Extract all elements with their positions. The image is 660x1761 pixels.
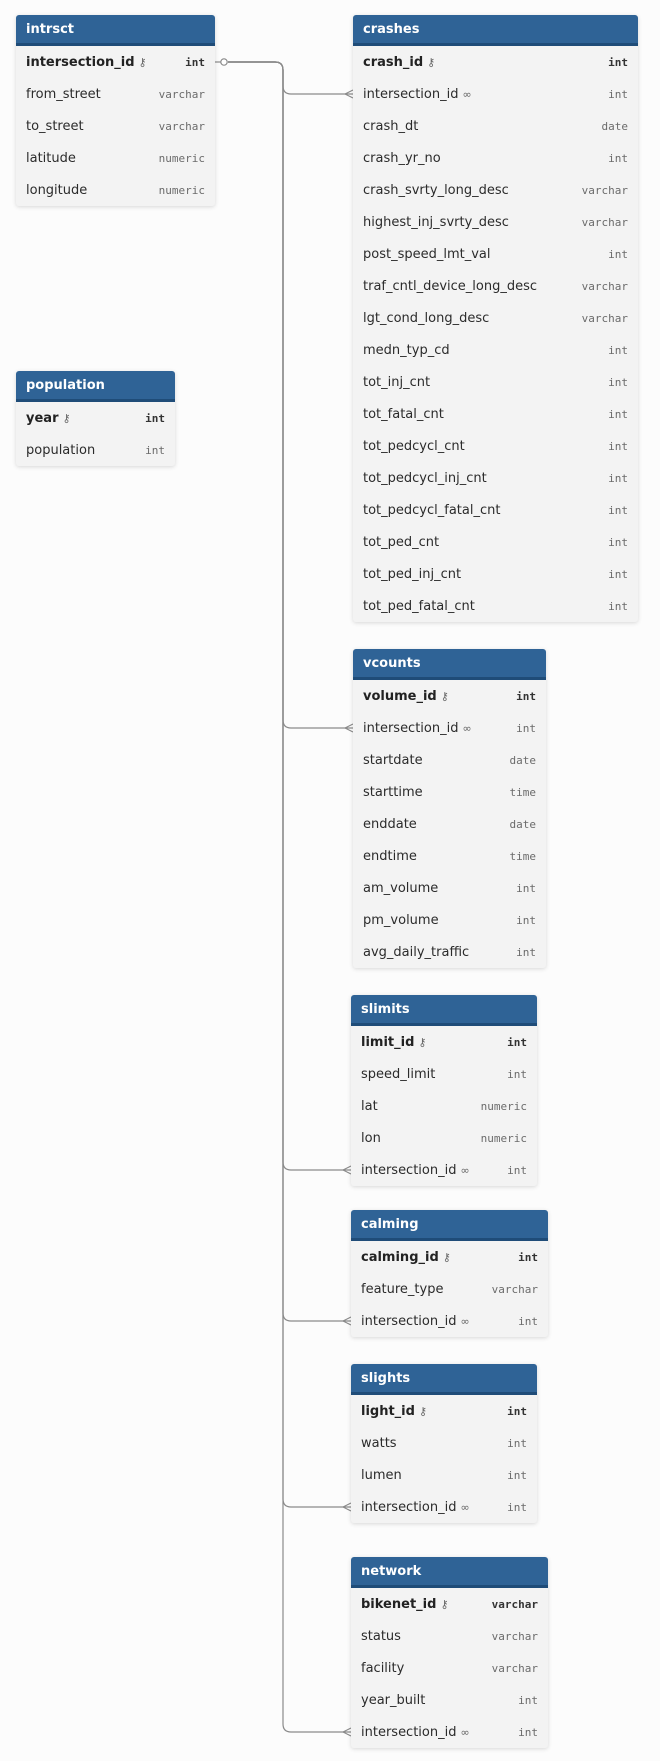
column-name-text: crash_dt [363,118,419,134]
column-name-text: enddate [363,816,417,832]
table-vcounts[interactable] [353,649,546,968]
column-name-text: from_street [26,86,101,102]
column-name [363,375,430,390]
column-row[interactable] [351,1427,537,1459]
column-type: int [608,535,628,549]
column-type: numeric [158,183,205,197]
column-row[interactable] [353,526,638,558]
column-name [26,183,87,198]
column-name [363,817,417,832]
column-name-text: tot_ped_inj_cnt [363,566,462,582]
column-name-text: intersection_id [361,1724,457,1740]
column-name [361,1067,435,1082]
column-row[interactable] [16,174,215,206]
column-row[interactable] [16,110,215,142]
column-row[interactable] [351,1058,537,1090]
table-header[interactable]: slights [351,1364,537,1395]
column-type: int [516,689,536,703]
relationship-line[interactable] [228,62,353,98]
column-row[interactable] [353,840,546,872]
column-row[interactable] [353,366,638,398]
column-name-text: limit_id [361,1034,415,1050]
column-row[interactable] [353,590,638,622]
key-icon: ⚷ [442,1250,451,1264]
column-name-text: tot_pedcycl_cnt [363,438,465,454]
column-row[interactable] [351,1620,548,1652]
column-name-text: post_speed_lmt_val [363,246,491,262]
column-row[interactable] [353,46,638,78]
column-type: int [608,55,628,69]
column-row[interactable] [353,904,546,936]
column-name [361,1131,381,1146]
column-row[interactable] [16,434,175,466]
column-name [363,215,509,230]
column-name [363,945,469,960]
column-name-text: medn_typ_cd [363,342,450,358]
column-row[interactable] [16,142,215,174]
column-name [361,1661,404,1676]
link-icon: ∞ [460,1314,470,1328]
column-name-text: status [361,1628,401,1644]
column-name [361,1468,402,1483]
column-name [363,567,461,582]
column-row[interactable] [351,1090,537,1122]
column-row[interactable] [353,302,638,334]
link-icon: ∞ [460,1163,470,1177]
column-name [363,343,450,358]
column-row[interactable] [351,1684,548,1716]
column-name-text: avg_daily_traffic [363,944,470,960]
link-icon: ∞ [460,1725,470,1739]
table-header[interactable]: crashes [353,15,638,46]
key-icon: ⚷ [62,411,71,425]
column-row[interactable] [353,110,638,142]
column-name [363,439,465,454]
column-type: date [509,753,536,767]
column-name [361,1404,427,1419]
column-name [26,87,101,102]
column-type: int [608,375,628,389]
column-name-text: crash_yr_no [363,150,441,166]
column-type: varchar [491,1629,538,1643]
column-name [363,689,449,704]
column-name [363,471,487,486]
column-type: varchar [581,279,628,293]
column-name-text: facility [361,1660,405,1676]
column-name [363,87,472,102]
column-name [363,913,439,928]
column-type: varchar [491,1661,538,1675]
column-name-text: tot_ped_fatal_cnt [363,598,475,614]
key-icon: ⚷ [440,689,449,703]
column-name-text: lon [361,1130,381,1146]
column-type: numeric [480,1131,527,1145]
column-row[interactable] [351,1716,548,1748]
table-slimits[interactable] [351,995,537,1186]
column-type: varchar [581,215,628,229]
column-type: int [516,945,536,959]
column-type: int [518,1725,538,1739]
column-name [363,753,423,768]
column-name [361,1597,449,1612]
column-name [361,1725,470,1740]
table-header[interactable]: intrsct [16,15,215,46]
relationship-line[interactable] [228,62,353,732]
column-name [363,151,441,166]
column-name-text: intersection_id [361,1313,457,1329]
column-row[interactable] [353,712,546,744]
column-name-text: speed_limit [361,1066,436,1082]
column-row[interactable] [353,776,546,808]
column-row[interactable] [353,270,638,302]
column-name [363,849,417,864]
column-type: int [507,1035,527,1049]
column-name-text: tot_pedcycl_inj_cnt [363,470,487,486]
column-name [361,1282,443,1297]
column-row[interactable] [351,1588,548,1620]
column-type: int [507,1067,527,1081]
column-name [361,1250,451,1265]
key-icon: ⚷ [427,55,436,69]
table-header[interactable]: vcounts [353,649,546,680]
column-name [26,119,84,134]
column-name [361,1163,470,1178]
column-name [361,1099,378,1114]
column-name [361,1629,401,1644]
column-name [363,535,439,550]
column-type: int [518,1250,538,1264]
column-name-text: tot_ped_cnt [363,534,440,550]
column-name [361,1693,425,1708]
column-type: int [608,343,628,357]
column-name [363,279,537,294]
column-row[interactable] [353,238,638,270]
column-name-text: lumen [361,1467,402,1483]
column-row[interactable] [351,1305,548,1337]
column-name-text: intersection_id [361,1162,457,1178]
column-name-text: intersection_id [363,720,459,736]
column-name [363,247,491,262]
column-name-text: lat [361,1098,378,1114]
column-row[interactable] [16,46,215,78]
column-name [361,1035,426,1050]
column-type: int [516,881,536,895]
one-cardinality-marker [221,59,227,65]
column-type: int [608,567,628,581]
column-type: int [516,721,536,735]
relationship-line[interactable] [228,62,351,1736]
column-row[interactable] [351,1652,548,1684]
column-row[interactable] [353,558,638,590]
column-type: varchar [581,183,628,197]
column-row[interactable] [16,78,215,110]
column-name [363,503,500,518]
column-type: varchar [491,1282,538,1296]
column-type: int [608,471,628,485]
column-name-text: tot_inj_cnt [363,374,431,390]
column-name-text: latitude [26,150,76,166]
column-type: int [608,503,628,517]
column-row[interactable] [351,1459,537,1491]
column-type: time [509,785,536,799]
column-row[interactable] [353,494,638,526]
column-name [26,443,95,458]
column-row[interactable] [351,1122,537,1154]
column-type: varchar [158,119,205,133]
column-name-text: year [26,410,59,426]
column-name-text: highest_inj_svrty_desc [363,214,509,230]
column-row[interactable] [353,744,546,776]
column-row[interactable] [16,402,175,434]
column-type: int [608,439,628,453]
column-type: int [516,913,536,927]
column-name-text: startdate [363,752,423,768]
column-row[interactable] [353,78,638,110]
table-intrsct[interactable] [16,15,215,206]
column-name-text: traf_cntl_device_long_desc [363,278,538,294]
link-icon: ∞ [460,1500,470,1514]
column-row[interactable] [351,1241,548,1273]
column-type: int [507,1500,527,1514]
column-type: int [145,411,165,425]
table-slights[interactable] [351,1364,537,1523]
relationship-line[interactable] [228,62,351,1511]
column-name-text: endtime [363,848,417,864]
column-name-text: lgt_cond_long_desc [363,310,490,326]
column-name [361,1314,470,1329]
column-type: int [507,1436,527,1450]
column-row[interactable] [351,1026,537,1058]
column-name [26,411,71,426]
column-name [26,55,147,70]
column-name [361,1500,470,1515]
column-name [363,407,444,422]
column-type: date [509,817,536,831]
column-type: date [601,119,628,133]
column-type: int [518,1693,538,1707]
column-type: int [518,1314,538,1328]
column-row[interactable] [351,1395,537,1427]
column-type: int [507,1468,527,1482]
column-name [363,119,418,134]
key-icon: ⚷ [138,55,147,69]
key-icon: ⚷ [418,1404,428,1418]
column-row[interactable] [353,142,638,174]
link-icon: ∞ [462,87,472,101]
column-row[interactable] [353,334,638,366]
column-name-text: volume_id [363,688,437,704]
table-header[interactable]: network [351,1557,548,1588]
column-name-text: watts [361,1435,397,1451]
column-row[interactable] [353,462,638,494]
column-name-text: intersection_id [363,86,459,102]
column-type: int [608,247,628,261]
column-row[interactable] [351,1154,537,1186]
column-type: int [507,1163,527,1177]
column-name-text: bikenet_id [361,1596,437,1612]
column-row[interactable] [353,936,546,968]
column-name-text: pm_volume [363,912,439,928]
column-name [363,785,423,800]
relationship-line[interactable] [228,62,351,1174]
column-name [363,55,435,70]
column-row[interactable] [351,1491,537,1523]
column-row[interactable] [353,430,638,462]
column-type: int [608,87,628,101]
column-type: int [608,599,628,613]
column-name [26,151,76,166]
column-name-text: intersection_id [361,1499,457,1515]
table-calming[interactable] [351,1210,548,1337]
column-name-text: light_id [361,1403,415,1419]
column-row[interactable] [353,872,546,904]
column-name [363,721,472,736]
column-row[interactable] [353,206,638,238]
table-header[interactable]: slimits [351,995,537,1026]
column-name-text: to_street [26,118,84,134]
column-type: varchar [158,87,205,101]
key-icon: ⚷ [418,1035,427,1049]
table-header[interactable]: calming [351,1210,548,1241]
column-name-text: am_volume [363,880,439,896]
relationship-line[interactable] [228,62,351,1325]
column-type: int [507,1404,527,1418]
table-population[interactable] [16,371,175,466]
column-type: int [608,407,628,421]
column-name [363,311,489,326]
column-name-text: tot_pedcycl_fatal_cnt [363,502,501,518]
table-crashes[interactable] [353,15,638,622]
column-row[interactable] [353,680,546,712]
column-type: numeric [480,1099,527,1113]
column-row[interactable] [351,1273,548,1305]
column-name [363,599,475,614]
key-icon: ⚷ [440,1597,449,1611]
column-name-text: feature_type [361,1281,444,1297]
column-row[interactable] [353,398,638,430]
column-name-text: population [26,442,96,458]
column-row[interactable] [353,808,546,840]
column-name [361,1436,397,1451]
table-header[interactable]: population [16,371,175,402]
column-name-text: starttime [363,784,423,800]
column-name-text: intersection_id [26,54,135,70]
column-type: int [185,55,205,69]
column-name-text: longitude [26,182,88,198]
column-name-text: tot_fatal_cnt [363,406,444,422]
column-type: int [608,151,628,165]
column-name-text: crash_id [363,54,424,70]
column-type: int [145,443,165,457]
link-icon: ∞ [462,721,472,735]
column-type: time [509,849,536,863]
table-network[interactable] [351,1557,548,1748]
column-type: varchar [491,1597,538,1611]
column-name-text: calming_id [361,1249,439,1265]
column-name-text: crash_svrty_long_desc [363,182,509,198]
column-type: varchar [581,311,628,325]
column-name [363,183,509,198]
column-type: numeric [158,151,205,165]
column-name [363,881,438,896]
column-name-text: year_built [361,1692,426,1708]
column-row[interactable] [353,174,638,206]
